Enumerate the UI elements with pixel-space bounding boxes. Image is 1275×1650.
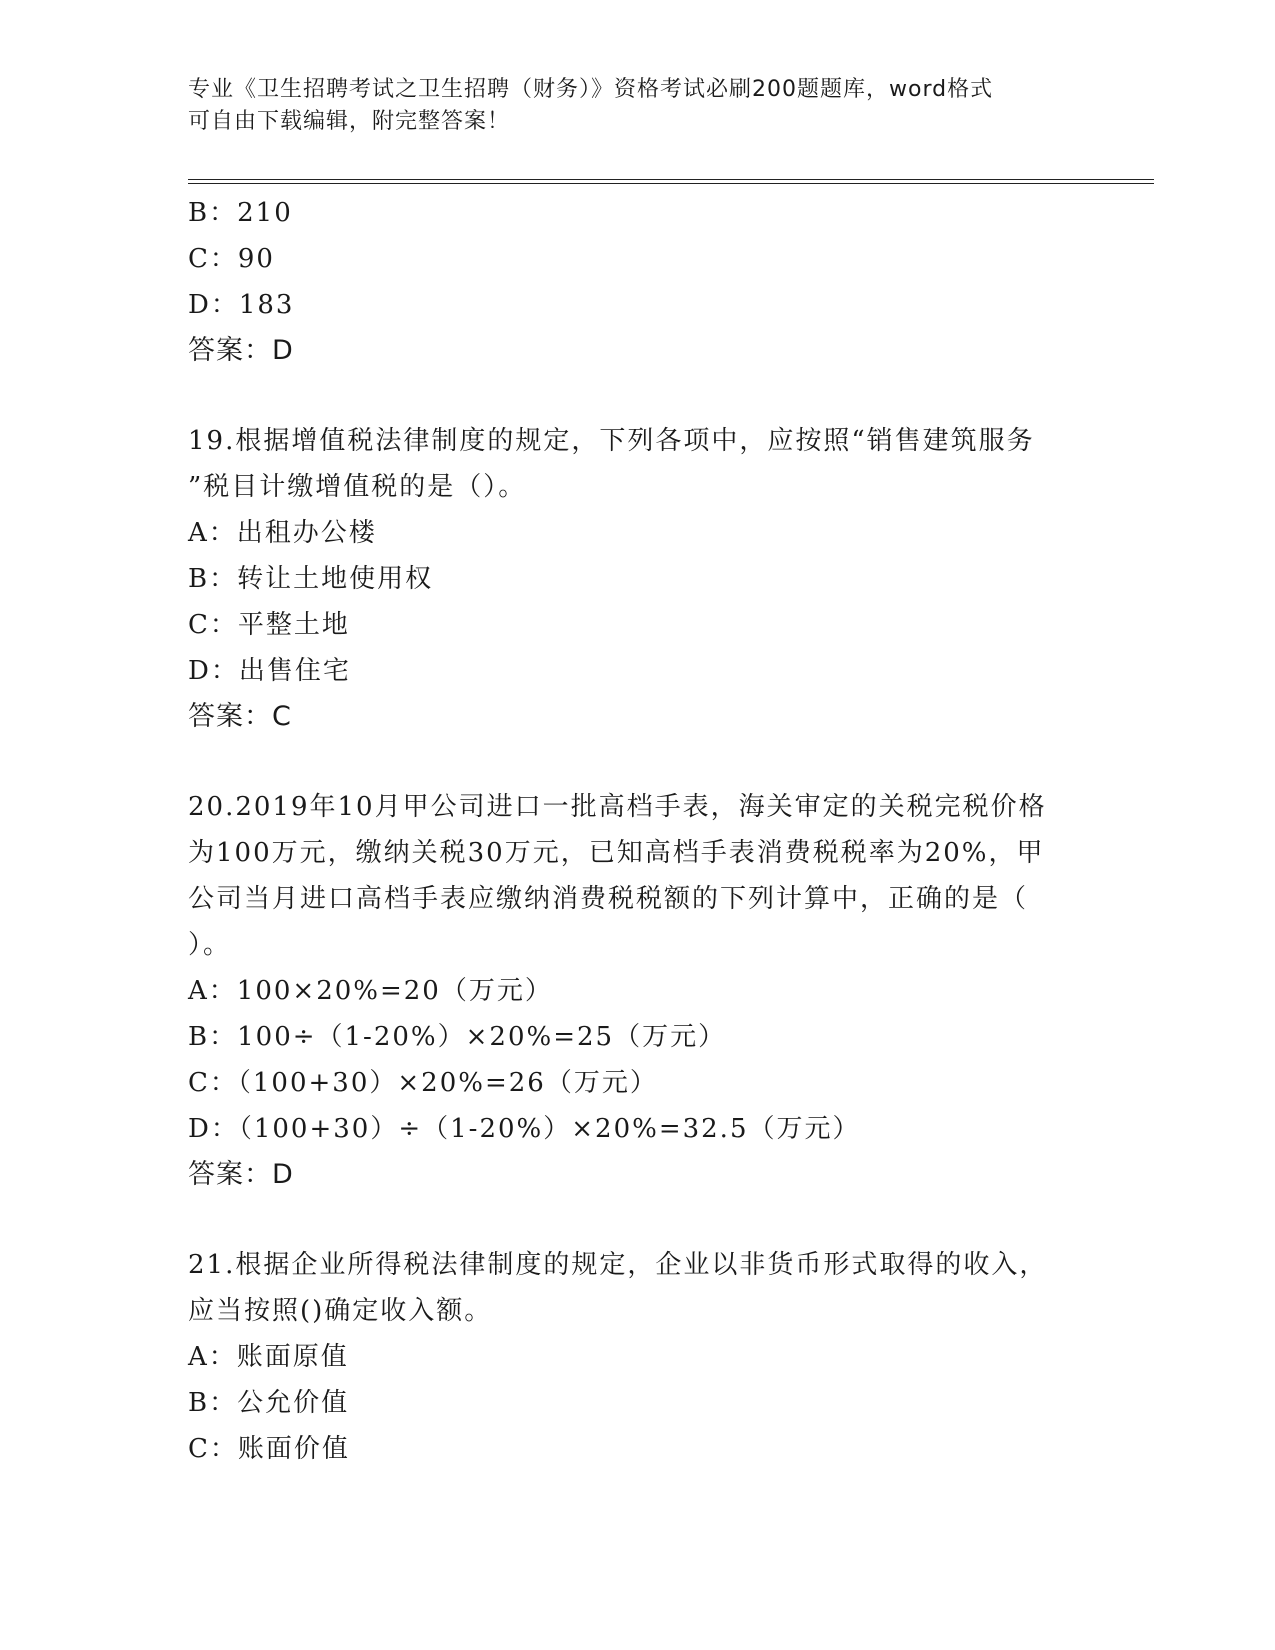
question-text-line: ）。 xyxy=(188,930,232,960)
option-d: D：（100+30）÷（1-20%）×20%=32.5（万元） xyxy=(188,1114,861,1144)
question-21 xyxy=(188,1242,1088,1472)
question-text-line: 21.根据企业所得税法律制度的规定，企业以非货币形式取得的收入， xyxy=(188,1250,1048,1280)
header-rule-bottom xyxy=(188,183,1154,184)
answer-line: 答案：C xyxy=(188,701,292,732)
option-a: A：账面原值 xyxy=(188,1342,349,1372)
question-20 xyxy=(188,784,1088,1198)
option-b: B：公允价值 xyxy=(188,1388,350,1418)
question-19 xyxy=(188,418,1088,740)
answer-line: 答案：D xyxy=(188,335,294,366)
option-a: A：出租办公楼 xyxy=(188,518,377,548)
option-c: C：账面价值 xyxy=(188,1434,350,1464)
option-b: B：转让土地使用权 xyxy=(188,564,434,594)
option-b: B：100÷（1-20%）×20%=25（万元） xyxy=(188,1022,727,1052)
question-text-line: ”税目计缴增值税的是（）。 xyxy=(188,472,527,502)
header-line-2: 可自由下载编辑，附完整答案！ xyxy=(188,109,511,134)
option-b: B：210 xyxy=(188,198,293,228)
answer-line: 答案：D xyxy=(188,1159,294,1190)
option-d: D：出售住宅 xyxy=(188,656,351,686)
header-rule-top xyxy=(188,179,1154,180)
question-text-line: 19.根据增值税法律制度的规定，下列各项中，应按照“销售建筑服务 xyxy=(188,426,1035,456)
question-content xyxy=(188,190,1088,1472)
option-c: C：（100+30）×20%=26（万元） xyxy=(188,1068,658,1098)
question-text-line: 应当按照()确定收入额。 xyxy=(188,1296,493,1326)
option-a: A：100×20%=20（万元） xyxy=(188,976,553,1006)
option-d: D：183 xyxy=(188,290,295,320)
page-header xyxy=(188,74,1088,138)
header-line-1: 专业《卫生招聘考试之卫生招聘（财务）》资格考试必刷200题题库，word格式 xyxy=(188,77,994,102)
option-c: C：90 xyxy=(188,244,275,274)
option-c: C：平整土地 xyxy=(188,610,350,640)
question-text-line: 公司当月进口高档手表应缴纳消费税税额的下列计算中，正确的是（ xyxy=(188,884,1029,914)
question-text-line: 为100万元，缴纳关税30万元，已知高档手表消费税税率为20%，甲 xyxy=(188,838,1045,868)
question-text-line: 20.2019年10月甲公司进口一批高档手表，海关审定的关税完税价格 xyxy=(188,792,1047,822)
question-18 xyxy=(188,190,1088,374)
